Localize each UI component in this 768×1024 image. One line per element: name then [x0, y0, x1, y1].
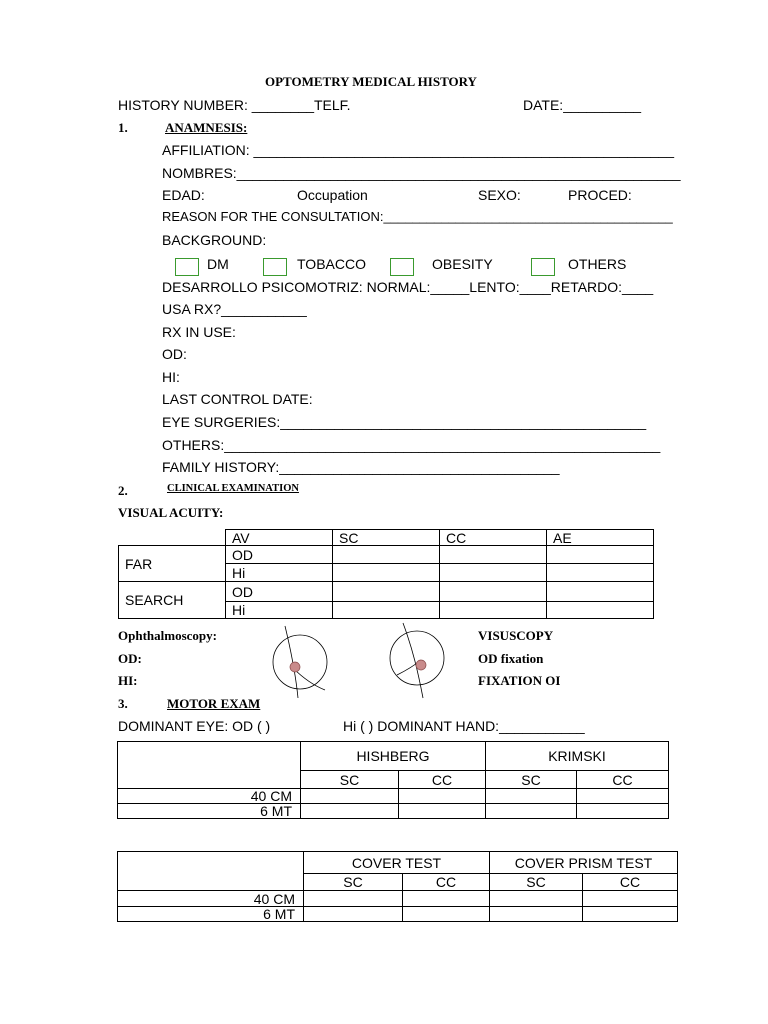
dominant-hand-field[interactable]: Hi ( ) DOMINANT HAND:___________	[343, 718, 585, 734]
cell-input[interactable]	[304, 907, 403, 922]
row-search-hi: Hi	[226, 602, 333, 619]
table-corner	[118, 852, 304, 891]
ophthalmoscopy-label: Ophthalmoscopy:	[118, 628, 217, 643]
cell-input[interactable]	[403, 891, 490, 907]
background-label: BACKGROUND:	[162, 232, 267, 248]
cell-input[interactable]	[490, 907, 583, 922]
row-40cm: 40 CM	[118, 891, 304, 907]
subheader-sc: SC	[301, 771, 399, 789]
cell-input[interactable]	[399, 804, 486, 819]
od-exam-label: OD:	[118, 651, 142, 666]
subheader-sc: SC	[304, 874, 403, 891]
table-corner	[119, 530, 226, 546]
subheader-cc: CC	[583, 874, 678, 891]
eye-surgeries-field[interactable]: EYE SURGERIES:_______________________________________________	[162, 414, 647, 430]
cell-input[interactable]	[399, 789, 486, 804]
cell-input[interactable]	[577, 804, 669, 819]
visuscopy-label: VISUSCOPY	[478, 628, 554, 643]
subheader-cc: CC	[577, 771, 669, 789]
cell-input[interactable]	[547, 582, 654, 602]
section-3-number: 3.	[118, 696, 128, 711]
header-hishberg: HISHBERG	[301, 742, 486, 771]
header-ae: AE	[547, 530, 654, 546]
edad-label: EDAD:	[162, 187, 205, 203]
row-6mt: 6 MT	[118, 907, 304, 922]
row-far-od: OD	[226, 546, 333, 564]
dm-checkbox[interactable]	[175, 258, 199, 276]
cell-input[interactable]	[547, 602, 654, 619]
date-field[interactable]: DATE:__________	[523, 97, 642, 113]
dm-label: DM	[207, 256, 229, 272]
telf-field[interactable]: TELF.	[314, 97, 351, 113]
header-cover-test: COVER TEST	[304, 852, 490, 874]
cell-input[interactable]	[333, 602, 440, 619]
subheader-cc: CC	[399, 771, 486, 789]
family-history-field[interactable]: FAMILY HISTORY:____________________________________	[162, 459, 560, 475]
hishberg-krimski-table	[117, 741, 669, 819]
cover-test-table	[117, 851, 678, 922]
fixation-oi-label: FIXATION OI	[478, 673, 561, 688]
obesity-label: OBESITY	[432, 256, 493, 272]
proced-label: PROCED:	[568, 187, 632, 203]
others-checkbox[interactable]	[531, 258, 555, 276]
history-number-field[interactable]: HISTORY NUMBER: ________	[118, 97, 315, 113]
row-search-od: OD	[226, 582, 333, 602]
subheader-sc: SC	[490, 874, 583, 891]
section-3-title: MOTOR EXAM	[167, 696, 261, 711]
subheader-cc: CC	[403, 874, 490, 891]
subheader-sc: SC	[486, 771, 577, 789]
left-eye-fundus-sketch-icon	[385, 620, 465, 700]
cell-input[interactable]	[440, 602, 547, 619]
section-1-title: ANAMNESIS:	[165, 120, 248, 135]
header-av: AV	[226, 530, 333, 546]
cell-input[interactable]	[333, 582, 440, 602]
hi-exam-label: HI:	[118, 673, 138, 688]
section-2-number: 2.	[118, 483, 128, 498]
cell-input[interactable]	[486, 789, 577, 804]
last-control-label: LAST CONTROL DATE:	[162, 391, 313, 407]
visual-acuity-heading: VISUAL ACUITY:	[118, 505, 224, 520]
section-1-number: 1.	[118, 120, 128, 135]
cell-input[interactable]	[490, 891, 583, 907]
cell-input[interactable]	[583, 907, 678, 922]
table-corner	[118, 742, 301, 789]
occupation-label: Occupation	[297, 187, 368, 203]
row-6mt: 6 MT	[118, 804, 301, 819]
header-krimski: KRIMSKI	[486, 742, 669, 771]
cell-input[interactable]	[440, 564, 547, 582]
desarrollo-field[interactable]: DESARROLLO PSICOMOTRIZ: NORMAL:_____LENTO:____RETARDO:____	[162, 279, 654, 295]
hi-label: HI:	[162, 369, 180, 385]
others-field[interactable]: OTHERS:________________________________________________________	[162, 437, 661, 453]
usa-rx-field[interactable]: USA RX?___________	[162, 301, 307, 317]
cell-input[interactable]	[301, 804, 399, 819]
row-search-label: SEARCH	[119, 582, 226, 619]
visual-acuity-table	[118, 529, 654, 619]
cell-input[interactable]	[440, 582, 547, 602]
section-2-title: CLINICAL EXAMINATION	[167, 483, 299, 494]
cell-input[interactable]	[304, 891, 403, 907]
dominant-eye-field[interactable]: DOMINANT EYE: OD ( )	[118, 718, 271, 734]
cell-input[interactable]	[547, 546, 654, 564]
od-fixation-label: OD fixation	[478, 651, 544, 666]
cell-input[interactable]	[486, 804, 577, 819]
cell-input[interactable]	[301, 789, 399, 804]
nombres-field[interactable]: NOMBRES:_________________________________________________________	[162, 165, 681, 181]
affiliation-field[interactable]: AFFILIATION: ______________________________________________________	[162, 142, 674, 158]
od-label: OD:	[162, 346, 187, 362]
cell-input[interactable]	[583, 891, 678, 907]
others-checkbox-label: OTHERS	[568, 256, 627, 272]
reason-field[interactable]: REASON FOR THE CONSULTATION:________________________________________	[162, 209, 673, 224]
tobacco-checkbox[interactable]	[263, 258, 287, 276]
rx-in-use-label: RX IN USE:	[162, 324, 236, 340]
cell-input[interactable]	[333, 564, 440, 582]
obesity-checkbox[interactable]	[390, 258, 414, 276]
sexo-label: SEXO:	[478, 187, 521, 203]
row-far-hi: Hi	[226, 564, 333, 582]
cell-input[interactable]	[333, 546, 440, 564]
row-far-label: FAR	[119, 546, 226, 582]
cell-input[interactable]	[577, 789, 669, 804]
header-cover-prism-test: COVER PRISM TEST	[490, 852, 678, 874]
header-sc: SC	[333, 530, 440, 546]
row-40cm: 40 CM	[118, 789, 301, 804]
cell-input[interactable]	[547, 564, 654, 582]
cell-input[interactable]	[440, 546, 547, 564]
cell-input[interactable]	[403, 907, 490, 922]
header-cc: CC	[440, 530, 547, 546]
right-eye-fundus-sketch-icon	[265, 620, 345, 700]
form-title: OPTOMETRY MEDICAL HISTORY	[265, 74, 477, 89]
tobacco-label: TOBACCO	[297, 256, 366, 272]
